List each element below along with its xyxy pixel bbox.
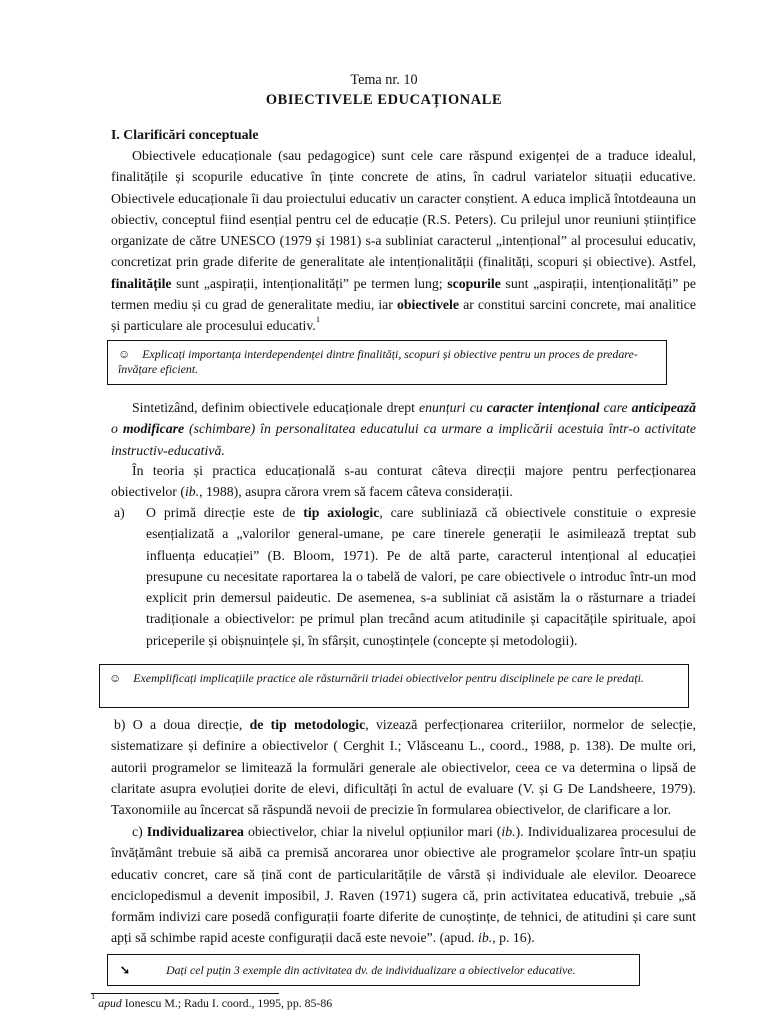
page-title: OBIECTIVELE EDUCAȚIONALE	[265, 92, 503, 108]
task-text-1: Explicați importanța interdependenței dintre finalități, scopuri și obiective pentru un proces de predare-învățare eficient.	[118, 347, 638, 376]
task-text-2: Exemplificați implicațiile practice ale răsturnării triadei obiectivelor pentru disciplinele pe care le predați.	[133, 671, 644, 685]
paragraph-directions: În teoria și practica educațională s-au conturat câteva direcții majore pentru perfecționarea obiectivelor (ib., 1988), asupra cărora vrem să facem câteva considerații.	[111, 463, 696, 500]
footnote-ref[interactable]: 1	[315, 313, 321, 324]
paragraph-definition: Sintetizând, definim obiectivele educaționale drept enunțuri cu caracter intențional care anticipează o modificare (schimbare) în personalitatea educatului ca urmare a implicării acestuia într-o activitate instructiv-educativă.	[111, 400, 696, 458]
footnote: $^1$ apud Ionescu M.; Radu I. coord., 1995, pp. 85-86	[91, 991, 333, 1010]
section-heading: I. Clarificări conceptuale	[111, 127, 259, 142]
smiley-icon: ☺	[109, 671, 122, 685]
task-box-3	[107, 954, 640, 986]
paragraph-c: c) Individualizarea obiectivelor, chiar la nivelul opțiunilor mari (ib.). Individualizarea procesului de învățământ trebuie să aibă ca premisă ancorarea unor obiective ale programelor școlare într-un spațiu educativ concret, care să țină cont de particularitățile de vârstă și individuale ale elevilor. Deoarece enciclopedismul a devenit imposibil, J. Raven (1971) sugera că, prin activitatea educativă, trebuie „să formăm indivizi care posedă configurații foarte diferite de cunoștințe, de tehnici, de atitudini și care sunt apți să schimbe rapid aceste configurații dacă este nevoie”. (apud. ib., p. 16).	[111, 824, 696, 946]
list-item-a: a) O primă direcție este de tip axiologic, care subliniază că obiectivele constituie o expresie esențializată a „valorilor general-umane, pe care tinerele generații le asimilează treptat sub influența educației” (B. Bloom, 1971). Pe de altă parte, caracterul intențional al educației presupune cu necesitate raportarea la o tabelă de valori, pe care obiectivele o introduc într-un mod explicit prin demersul paideutic. De asemenea, s-a subliniat că asistăm la o răsturnare a triadei tradiționale a obiectivelor: pe primul plan trecând acum atitudinile și capacitățile spirituale, apoi priceperile și obișnuințele și, în sfârșit, cunoștințele (concepte și metodologii).	[111, 502, 696, 651]
task-box-1	[107, 340, 667, 385]
smiley-icon: ☺	[118, 347, 131, 361]
task-box-2	[99, 664, 689, 708]
arrow-down-right-icon: ➘	[120, 963, 131, 977]
paragraph-intro: Obiectivele educaționale (sau pedagogice) sunt cele care răspund exigenței de a traduce idealul, finalitățile și scopurile educative în ținte concrete de atins, în cadrul variatelor situații educative. Obiectivele educaționale îi dau proiectului educativ un caracter conștient. A educa implică întotdeauna un obiectiv, conceptul fiind esențial pentru cel de educație (R.S. Peters). Cu prilejul unor reuniuni științifice organizate de către UNESCO (1979 și 1981) s-a subliniat caracterul „intențional” al procesului educativ, concretizat prin grade diferite de generalitate ale intenționalității (finalități, scopuri și obiective). Astfel, finalitățile sunt „aspirații, intenționalități” pe termen lung; scopurile sunt „aspirații, intenționalități” pe termen mediu și cu grad de generalitate mediu, iar obiectivele ar constitui sarcini concrete, mai analitice și particulare ale procesului educativ.$^1$	[111, 148, 697, 334]
footnote-divider	[91, 993, 279, 994]
topic-number: Tema nr. 10	[350, 72, 418, 88]
paragraph-b: b) O a doua direcție, de tip metodologic, vizează perfecționarea criteriilor, normelor de selecție, sistematizare și definire a obiectivelor ( Cerghit I.; Vlăsceanu L., coord., 1988, p. 138). De multe ori, autorii programelor se limitează la formulări generale ale obiectivelor, ceea ce va determina o lipsă de claritate asupra evoluției dorite de elevi, dificultăți în actul de evaluare (V. și G De Landsheere, 1979). Taxonomiile au încercat să răspundă nevoii de precizie în formularea obiectivelor, de clarificare a lor.	[111, 717, 696, 818]
list-marker: a)	[114, 505, 125, 520]
task-text-3: Dați cel puțin 3 exemple din activitatea dv. de individualizare a obiectivelor educative.	[166, 963, 576, 977]
